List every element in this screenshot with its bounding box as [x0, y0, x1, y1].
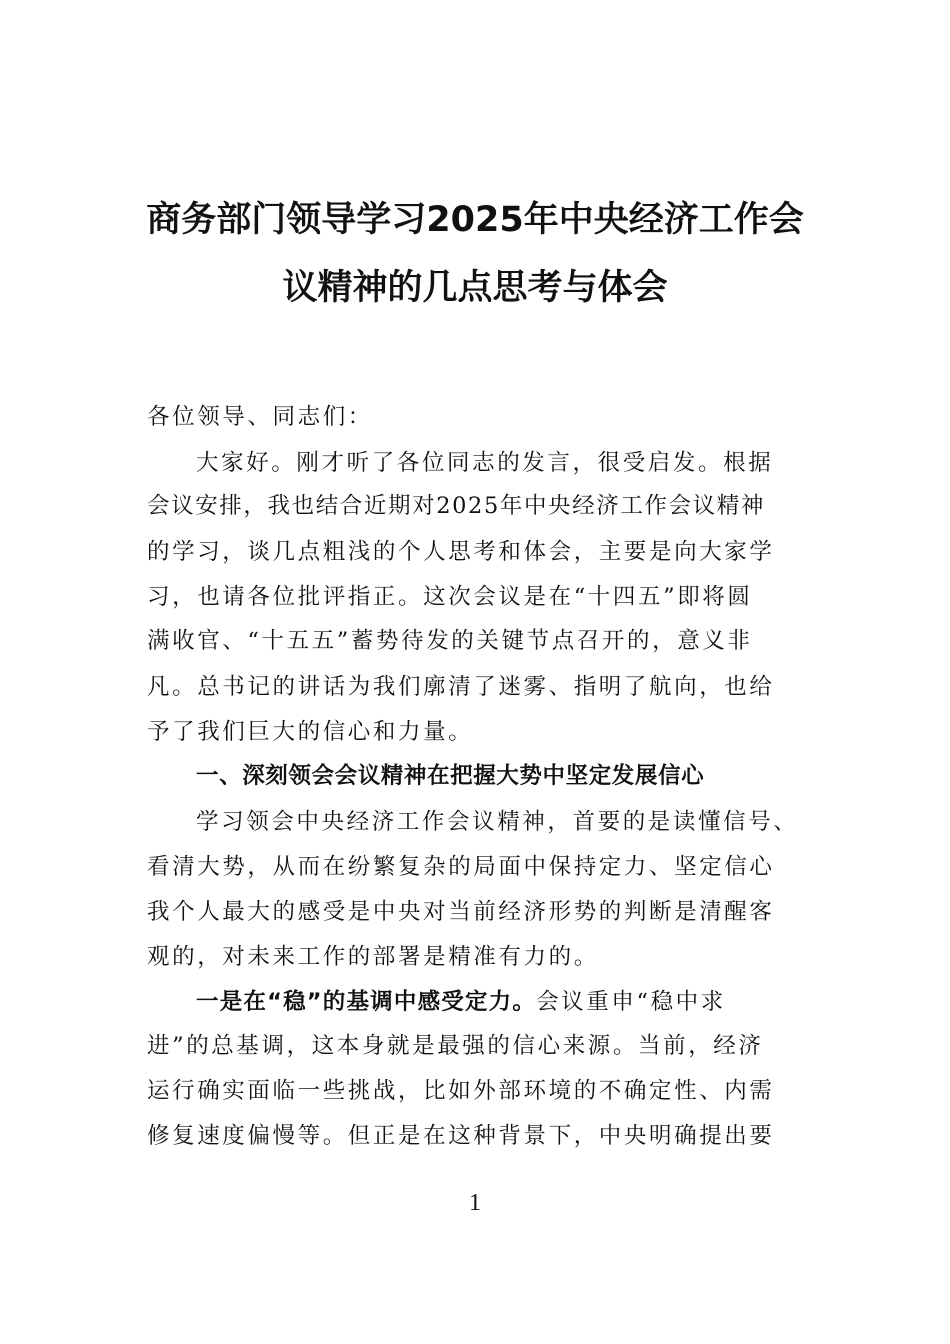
- point-1-line-1: [196, 985, 726, 1019]
- paragraph-1-line-1: 大家好。刚才听了各位同志的发言，很受启发。根据: [196, 450, 774, 476]
- paragraph-1-line-7: 予了我们巨大的信心和力量。: [147, 719, 474, 745]
- point-1-lead: 一是在“稳”的基调中感受定力。: [196, 989, 537, 1015]
- point-1-rest: 会议重申“稳中求: [536, 989, 726, 1015]
- paragraph-1-line-3: 的学习，谈几点粗浅的个人思考和体会，主要是向大家学: [147, 539, 775, 565]
- paragraph-1-line-4: 习，也请各位批评指正。这次会议是在“十四五”即将圆: [147, 584, 753, 610]
- paragraph-2-line-1: 学习领会中央经济工作会议精神，首要的是读懂信号、: [196, 809, 799, 835]
- paragraph-1-line-2: 会议安排，我也结合近期对2025年中央经济工作会议精神: [147, 493, 765, 519]
- document-title-line-2: 议精神的几点思考与体会: [282, 268, 668, 308]
- paragraph-1-line-5: 满收官、“十五五”蓄势待发的关键节点召开的，意义非: [147, 628, 753, 654]
- page-number: 1: [469, 1190, 481, 1216]
- paragraph-2-line-3: 我个人最大的感受是中央对当前经济形势的判断是清醒客: [147, 899, 775, 925]
- salutation: 各位领导、同志们：: [147, 404, 373, 430]
- paragraph-2-line-4: 观的，对未来工作的部署是精准有力的。: [147, 944, 599, 970]
- paragraph-3-line-3: 修复速度偏慢等。但正是在这种背景下，中央明确提出要: [147, 1123, 775, 1149]
- paragraph-2-line-2: 看清大势，从而在纷繁复杂的局面中保持定力、坚定信心: [147, 854, 775, 880]
- paragraph-3-line-1: 进”的总基调，这本身就是最强的信心来源。当前，经济: [147, 1033, 764, 1059]
- section-1-heading: 一、深刻领会会议精神在把握大势中坚定发展信心: [196, 763, 705, 789]
- document-title-line-1: 商务部门领导学习2025年中央经济工作会: [146, 200, 804, 240]
- paragraph-3-line-2: 运行确实面临一些挑战，比如外部环境的不确定性、内需: [147, 1078, 775, 1104]
- paragraph-1-line-6: 凡。总书记的讲话为我们廓清了迷雾、指明了航向，也给: [147, 674, 775, 700]
